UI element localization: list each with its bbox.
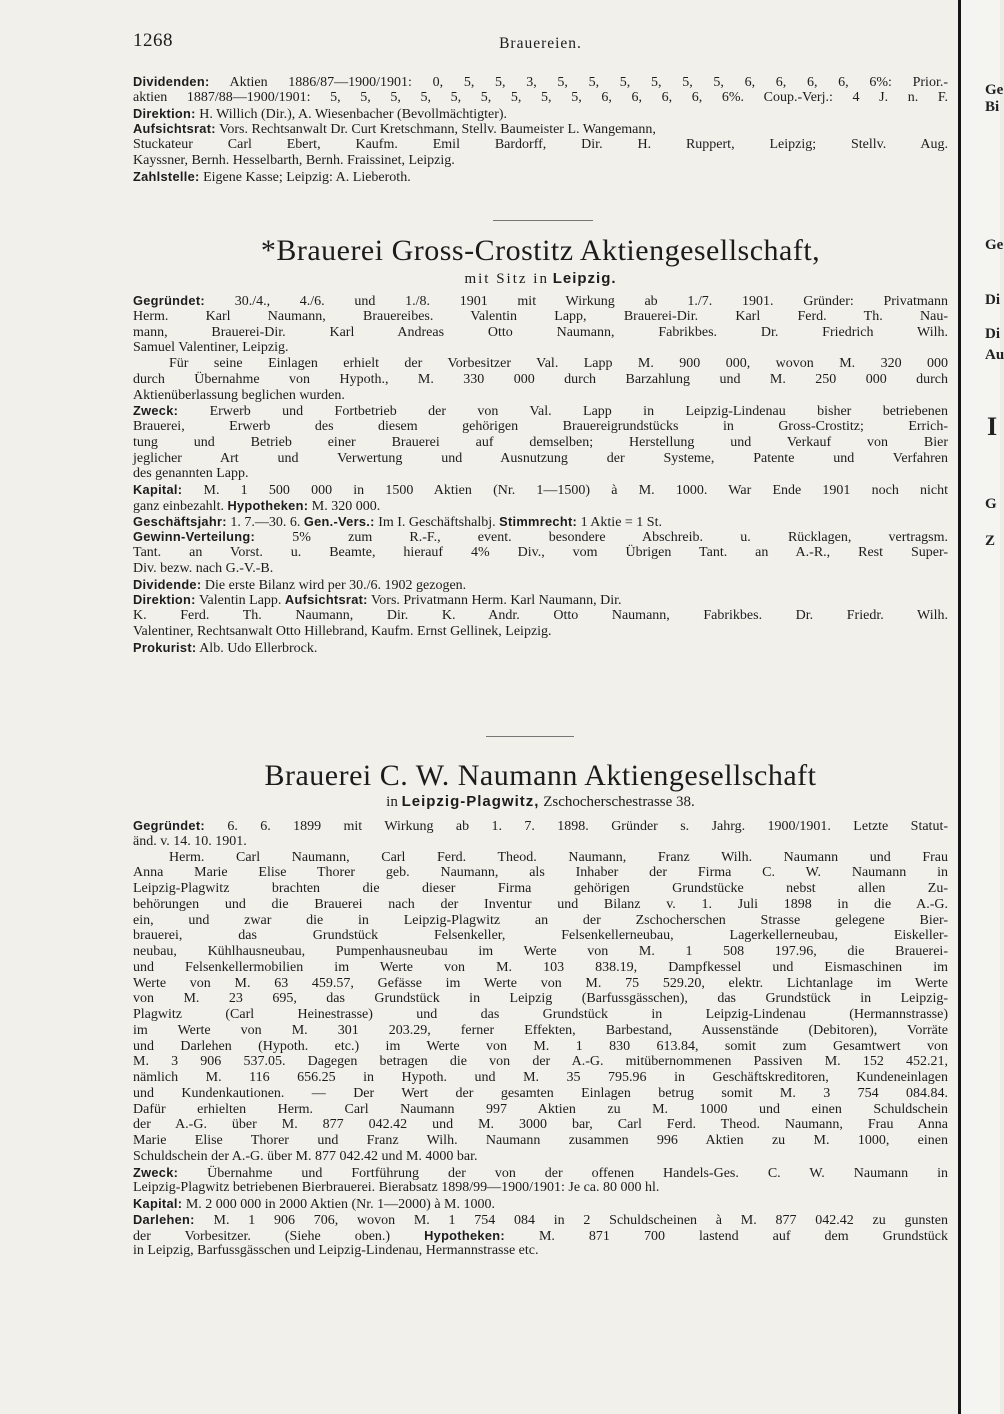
field-text: Leipzig-Plagwitz betriebenen Bierbrauerei. Bierabsatz 1898/99—1900/1901: Je ca. 80 000 hl. (133, 1180, 660, 1196)
field-text: durch Übernahme von Hypoth., M. 330 000 durch Barzahlung und M. 250 000 durch (133, 371, 948, 387)
field-text: aktien 1887/88—1900/1901: 5, 5, 5, 5, 5, 5, 5, 5, 5, 6, 6, 6, 6, 6%. Coup.-Verj.: 4 J. n. F. (133, 89, 948, 105)
field-text: ein, und zwar die in Leipzig-Plagwitz an der Zschocherschen Strasse gelegene Bier- (133, 912, 948, 928)
field-text: Herm. Carl Naumann, Carl Ferd. Theod. Naumann, Franz Wilh. Naumann und Frau (169, 849, 948, 865)
field-label: Dividende: (133, 576, 202, 592)
field-label: Zahlstelle: (133, 168, 200, 184)
adjacent-page-fragment: I (987, 412, 998, 441)
field-text: Schuldschein der A.-G. über M. 877 042.42 und M. 4000 bar. (133, 1148, 478, 1164)
field-label: Gen.-Vers.: (303, 513, 375, 529)
field-text: Die erste Bilanz wird per 30./6. 1902 gezogen. (204, 577, 467, 593)
field-label: Dividenden: (133, 74, 210, 89)
text-line (133, 834, 948, 850)
text-line (133, 577, 948, 593)
text-line (133, 944, 948, 960)
text-line (133, 388, 948, 404)
field-text: Leipzig-Plagwitz brachten die dieser Firma gehörigen Grundstücke nebst allen Zu- (133, 881, 948, 896)
field-text: Stuckateur Carl Ebert, Kaufm. Emil Bardorff, Dir. H. Ruppert, Leipzig; Stellv. Aug. (133, 137, 948, 152)
text-line (133, 928, 948, 944)
field-label: Direktion: (133, 105, 196, 121)
field-text: und Darlehen (Hypoth. etc.) im Werte von M. 1 830 613.84, somit zum Gesamtwert von (133, 1038, 948, 1054)
page-header (133, 30, 948, 56)
text-line (133, 1228, 948, 1244)
field-text: K. Ferd. Th. Naumann, Dir. K. Andr. Otto Naumann, Fabrikbes. Dr. Friedr. Wilh. (133, 608, 948, 623)
text-line (133, 913, 948, 929)
company2-subtitle (133, 793, 948, 811)
adjacent-page-fragment: Au (985, 347, 1004, 363)
adjacent-page-fragment: Ge (985, 82, 1004, 98)
field-text: Kayssner, Bernh. Hesselbarth, Bernh. Fraissinet, Leipzig. (133, 152, 455, 168)
text-line (133, 1086, 948, 1102)
text-line (133, 340, 948, 356)
company1-details (133, 293, 948, 655)
field-text: Brauerei, Erwerb des diesem gehörigen Brauereigrundstücks in Gross-Crostitz; Errich- (133, 419, 948, 434)
field-label: Aufsichtsrat: (284, 592, 368, 608)
field-text: Aktien 1886/87—1900/1901: 0, 5, 5, 3, 5, 5, 5, 5, 5, 5, 6, 6, 6, 6, 6%: Prior.- (229, 75, 949, 90)
text-line (133, 624, 948, 640)
field-label: Stimmrecht: (499, 513, 578, 529)
field-text: Vors. Privatmann Herm. Karl Naumann, Dir. (370, 593, 622, 609)
field-label: Prokurist: (133, 639, 197, 655)
field-text: in Leipzig, Barfussgässchen und Leipzig-Lindenau, Hermannstrasse etc. (133, 1243, 539, 1259)
field-label: Kapital: (133, 1196, 183, 1211)
text-line (133, 1070, 948, 1086)
field-text: des genannten Lapp. (133, 466, 249, 482)
text-line (133, 818, 948, 834)
text-line (133, 372, 948, 388)
text-line (133, 960, 948, 976)
text-line (133, 309, 948, 325)
field-label: Direktion: (133, 592, 196, 608)
field-text: Übernahme und Fortführung der von der offenen Handels-Ges. C. W. Naumann in (207, 1165, 949, 1181)
text-line (133, 1023, 948, 1039)
field-text: H. Willich (Dir.), A. Wiesenbacher (Bevollmächtigter). (199, 106, 508, 122)
field-text: Vors. Rechtsanwalt Dr. Curt Kretschmann, Stellv. Baumeister L. Wangemann, (219, 122, 656, 138)
text-line (133, 1007, 948, 1023)
company2-location: Leipzig-Plagwitz, (401, 793, 540, 810)
text-line (133, 976, 948, 992)
field-text: M. 1 500 000 in 1500 Aktien (Nr. 1—1500) à M. 1000. War Ende 1901 noch nicht (203, 483, 949, 498)
field-text: Plagwitz (Carl Heinestrasse) und das Grundstück in Leipzig-Lindenau (Hermannstrasse) (133, 1007, 948, 1022)
field-text: Für seine Einlagen erhielt der Vorbesitzer Val. Lapp M. 900 000, wovon M. 320 000 (169, 356, 948, 371)
text-line (133, 514, 948, 530)
field-text: Dafür erhielten Herm. Carl Naumann 997 Aktien zu M. 1000 und einen Schuldschein (133, 1101, 948, 1117)
text-line (133, 1212, 948, 1228)
text-line (133, 1102, 948, 1118)
text-line (133, 325, 948, 341)
field-text: Marie Elise Thorer und Franz Wilh. Naumann zusammen 996 Aktien zu M. 1000, einen (133, 1133, 948, 1148)
company2-address: Zschocherschestrasse 38. (543, 794, 695, 810)
text-line (133, 529, 948, 545)
field-text: Erwerb und Fortbetrieb der von Val. Lapp in Leipzig-Lindenau bisher betriebenen (209, 404, 949, 420)
field-text: Div. bezw. nach G.-V.-B. (133, 560, 274, 576)
adjacent-page-fragment: Di (985, 326, 1000, 342)
field-text: Anna Marie Elise Thorer geb. Naumann, als Inhaber der Firma C. W. Naumann in (133, 865, 948, 881)
text-line (133, 1196, 948, 1212)
field-text: M. 2 000 000 in 2000 Aktien (Nr. 1—2000) à M. 1000. (185, 1197, 495, 1212)
company1-title: *Brauerei Gross-Crostitz Aktiengesellschaft, (260, 234, 821, 267)
company2-title: Brauerei C. W. Naumann Aktiengesellschaft (264, 759, 817, 792)
field-text: Eigene Kasse; Leipzig: A. Lieberoth. (203, 169, 411, 185)
field-label: Gegründet: (133, 818, 205, 833)
text-line (133, 850, 948, 866)
field-text: 6. 6. 1899 mit Wirkung ab 1. 7. 1898. Gründer s. Jahrg. 1900/1901. Letzte Statut- (227, 819, 948, 834)
text-line (133, 121, 948, 137)
adjacent-page-fragment: Ge (985, 237, 1004, 253)
text-line (133, 1149, 948, 1165)
running-title: Brauereien. (499, 35, 582, 52)
company1-location: Leipzig. (552, 270, 617, 287)
field-text: jeglicher Art und Verwertung und Ausnutzung der Systeme, Patente und Verfahren (133, 450, 948, 466)
field-text: Samuel Valentiner, Leipzig. (133, 340, 289, 356)
text-line (133, 1117, 948, 1133)
text-line (133, 498, 948, 514)
field-text: im Werte von M. 301 203.29, ferner Effekten, Barbestand, Aussenstände (Debitoren), Vorräte (133, 1022, 948, 1038)
text-line (133, 608, 948, 624)
text-line (133, 1054, 948, 1070)
adjacent-page-strip (961, 0, 1004, 1414)
field-text: Tant. an Vorst. u. Beamte, hierauf 4% Div., vom Übrigen Tant. an A.-R., Rest Super- (133, 545, 948, 560)
text-line (133, 1180, 948, 1196)
field-text: brauerei, das Grundstück Felsenkeller, Felsenkellerneubau, Lagerkellerneubau, Eiskeller- (133, 928, 948, 944)
field-text: Werte von M. 63 459.57, Gefässe im Werte von M. 75 529.20, elektr. Lichtanlage im Werte (133, 975, 948, 991)
field-text: Aktienüberlassung beglichen wurden. (133, 387, 345, 403)
text-line (133, 1165, 948, 1181)
text-line (133, 865, 948, 881)
section-divider-2 (486, 736, 574, 737)
field-label: Gewinn-Verteilung: (133, 529, 256, 545)
field-text: ganz einbezahlt. (133, 498, 224, 514)
text-line (133, 169, 948, 185)
adjacent-page-fragment: G (985, 496, 997, 512)
field-text: mann, Brauerei-Dir. Karl Andreas Otto Naumann, Fabrikbes. Dr. Friedrich Wilh. (133, 324, 948, 340)
adjacent-page-fragment: Z (985, 533, 996, 549)
field-text: und Felsenkellermobilien im Werte von M. 103 838.19, Dampfkessel und Eismaschinen im (133, 959, 948, 975)
field-text: behörungen und die Brauerei nach der Inventur und Bilanz v. 1. Juli 1898 in die A.-G. (133, 896, 948, 912)
text-line (133, 356, 948, 372)
field-label: Aufsichtsrat: (133, 121, 216, 137)
field-text: Herm. Karl Naumann, Brauereibes. Valentin Lapp, Brauerei-Dir. Karl Ferd. Th. Nau- (133, 308, 948, 324)
field-label: Darlehen: (133, 1211, 195, 1227)
field-text: M. 871 700 lastend auf dem Grundstück (538, 1228, 949, 1244)
field-text: der A.-G. über M. 877 042.42 und M. 3000 bar, Carl Ferd. Theod. Naumann, Frau Anna (133, 1117, 948, 1133)
field-label: Zweck: (133, 403, 179, 419)
field-text: tung und Betrieb einer Brauerei auf demselben; Herstellung und Verkauf von Bier (133, 434, 948, 450)
text-line (133, 293, 948, 309)
text-line (133, 881, 948, 897)
field-text: M. 320 000. (311, 498, 381, 514)
text-line (133, 561, 948, 577)
text-line (133, 640, 948, 656)
page-number: 1268 (133, 30, 173, 51)
field-text: neubau, Kühlhausneubau, Pumpenhausneubau im Werte von M. 1 508 197.96, die Brauerei- (133, 944, 948, 959)
field-text: der Vorbesitzer. (Siehe oben.) (133, 1228, 391, 1244)
field-text: M. 3 906 537.05. Dagegen betragen die von der A.-G. mitübernommenen Passiven M. 152 452.21, (133, 1054, 948, 1070)
adjacent-page-fragment: Di (985, 292, 1000, 308)
text-line (133, 106, 948, 122)
field-label: Zweck: (133, 1164, 179, 1180)
text-line (133, 90, 948, 106)
text-line (133, 466, 948, 482)
field-text: 1. 7.—30. 6. (230, 514, 301, 530)
text-line (133, 991, 948, 1007)
company1-subtitle (133, 270, 948, 288)
field-text: M. 1 906 706, wovon M. 1 754 084 in 2 Schuldscheinen à M. 877 042.42 zu gunsten (213, 1212, 949, 1228)
field-text: von M. 23 695, das Grundstück in Leipzig (Barfussgässchen), das Grundstück in Leipzig- (133, 991, 948, 1007)
field-label: Kapital: (133, 482, 183, 497)
field-text: nämlich M. 116 656.25 in Hypoth. und M. 35 795.96 in Geschäftskreditoren, Kundeneinlagen (133, 1070, 948, 1085)
text-line (133, 74, 948, 90)
top-section (133, 74, 948, 184)
text-line (133, 1039, 948, 1055)
field-text: 5% zum R.-F., event. besondere Abschreib. u. Rücklagen, vertragsm. (292, 530, 949, 546)
field-text: 30./4., 4./6. und 1./8. 1901 mit Wirkung ab 1./7. 1901. Gründer: Privatmann (234, 294, 948, 309)
company1-sub-prefix: mit Sitz in (464, 271, 549, 287)
text-line (133, 451, 948, 467)
field-text: Im I. Geschäftshalbj. (378, 514, 496, 530)
field-text: Valentin Lapp. (198, 593, 282, 609)
text-line (133, 897, 948, 913)
field-label: Geschäftsjahr: (133, 513, 227, 529)
field-text: änd. v. 14. 10. 1901. (133, 833, 247, 849)
field-text: 1 Aktie = 1 St. (580, 514, 662, 530)
field-label: Hypotheken: (227, 497, 309, 513)
company2-sub-prefix: in (386, 794, 398, 810)
text-line (133, 1133, 948, 1149)
text-line (133, 482, 948, 498)
text-line (133, 545, 948, 561)
text-line (133, 419, 948, 435)
company2-details (133, 818, 948, 1259)
text-line (133, 1243, 948, 1259)
field-label: Hypotheken: (424, 1227, 505, 1243)
field-text: und Kundenkautionen. — Der Wert der gesamten Einlagen betrug somit M. 3 754 084.84. (133, 1085, 948, 1101)
text-line (133, 435, 948, 451)
text-line (133, 137, 948, 153)
text-line (133, 403, 948, 419)
field-text: Alb. Udo Ellerbrock. (199, 640, 318, 656)
field-text: Valentiner, Rechtsanwalt Otto Hillebrand, Kaufm. Ernst Gellinek, Leipzig. (133, 623, 552, 639)
section-divider (493, 220, 593, 221)
text-line (133, 592, 948, 608)
field-label: Gegründet: (133, 293, 205, 308)
text-line (133, 153, 948, 169)
adjacent-page-fragment: Bi (985, 99, 1000, 115)
